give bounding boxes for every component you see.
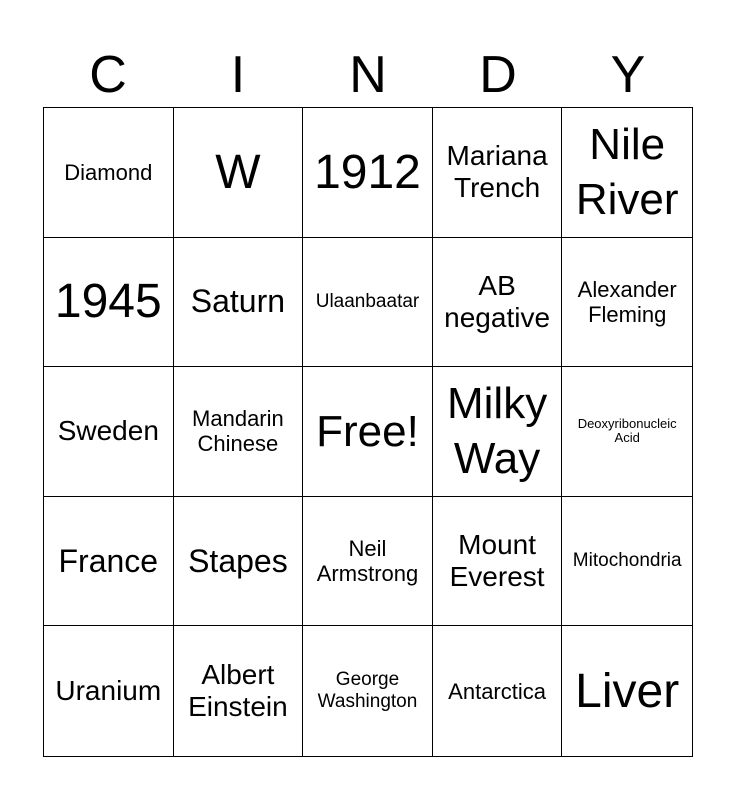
bingo-cell[interactable]: Albert Einstein — [174, 626, 304, 756]
bingo-header — [43, 42, 693, 108]
bingo-cell[interactable]: Milky Way — [433, 367, 563, 497]
bingo-cell-free[interactable]: Free! — [303, 367, 433, 497]
bingo-cell[interactable]: Mandarin Chinese — [174, 367, 304, 497]
bingo-cell[interactable]: Uranium — [44, 626, 174, 756]
bingo-cell[interactable]: W — [174, 108, 304, 238]
bingo-cell[interactable]: Nile River — [562, 108, 692, 238]
header-letter-d: D — [479, 46, 517, 104]
bingo-cell[interactable]: Mitochondria — [562, 497, 692, 627]
bingo-cell[interactable]: Neil Armstrong — [303, 497, 433, 627]
bingo-cell[interactable]: Ulaanbaatar — [303, 238, 433, 368]
bingo-cell[interactable]: Alexander Fleming — [562, 238, 692, 368]
bingo-cell[interactable]: Mariana Trench — [433, 108, 563, 238]
bingo-cell[interactable]: 1912 — [303, 108, 433, 238]
bingo-cell[interactable]: Stapes — [174, 497, 304, 627]
bingo-cell[interactable]: Diamond — [44, 108, 174, 238]
bingo-cell[interactable]: Sweden — [44, 367, 174, 497]
bingo-cell[interactable]: Antarctica — [433, 626, 563, 756]
header-letter-y: Y — [610, 46, 646, 104]
bingo-cell[interactable]: AB negative — [433, 238, 563, 368]
bingo-cell[interactable]: 1945 — [44, 238, 174, 368]
bingo-cell[interactable]: Deoxyribonucleic Acid — [562, 367, 692, 497]
header-letter-c: C — [89, 46, 127, 104]
bingo-cell[interactable]: France — [44, 497, 174, 627]
header-letter-i: I — [230, 46, 246, 104]
bingo-board — [43, 107, 693, 757]
bingo-cell[interactable]: Saturn — [174, 238, 304, 368]
bingo-cell[interactable]: Mount Everest — [433, 497, 563, 627]
header-letter-n: N — [349, 46, 387, 104]
bingo-cell[interactable]: George Washington — [303, 626, 433, 756]
bingo-cell[interactable]: Liver — [575, 664, 680, 718]
